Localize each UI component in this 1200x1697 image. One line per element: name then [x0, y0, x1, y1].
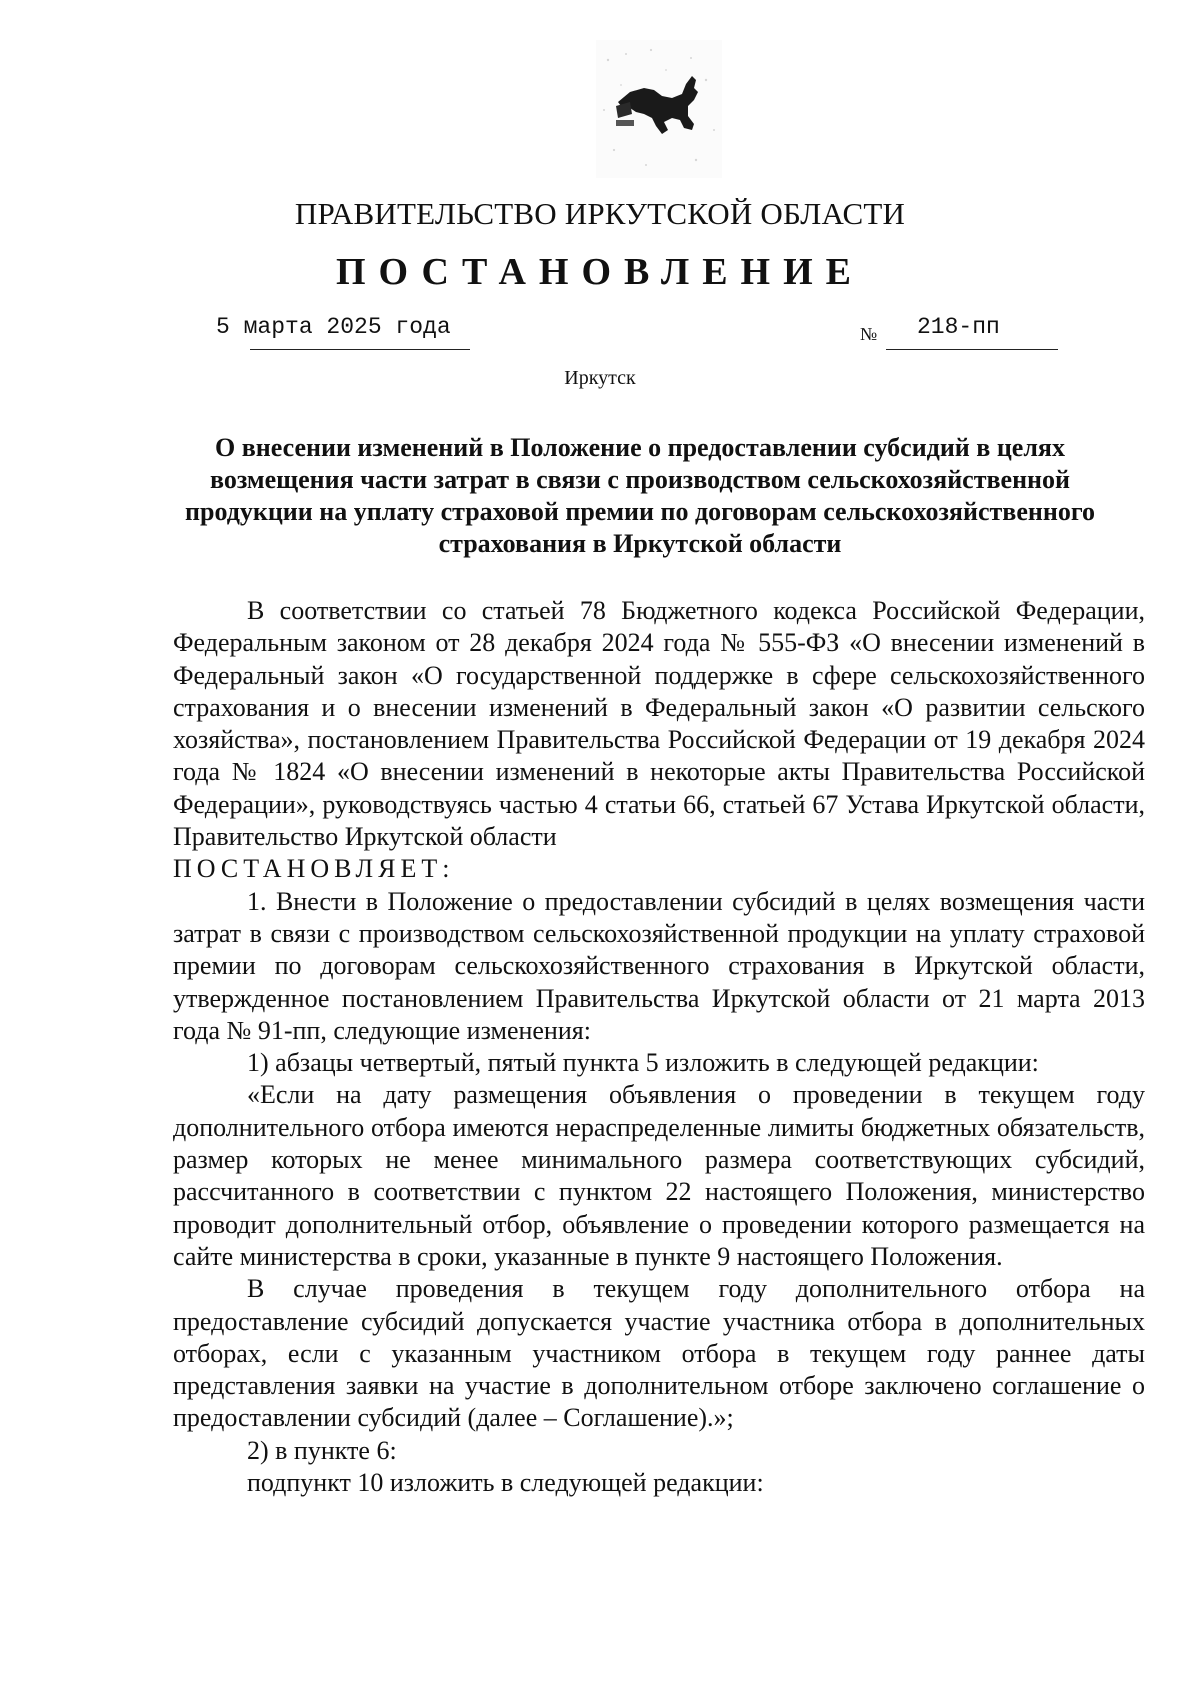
document-type: ПОСТАНОВЛЕНИЕ [335, 251, 865, 293]
quoted-paragraph-1: «Если на дату размещения объявления о проведении в текущем году дополнительного отбора имеются нераспределенные лимиты бюджетных обязательств, размер которых не менее минимального размера соответствующих субсидий, рассчитанного в соответствии с пунктом 22 настоящего Положения, министерство проводит дополнительный отбор, объявление о проведении которого размещается на сайте министерства в сроки, указанные в пункте 9 настоящего Положения. [173, 1080, 1145, 1271]
document-number: 218-пп [917, 314, 1000, 340]
quoted-paragraph-2: В случае проведения в текущем году дополнительного отбора на предоставление субсидий допускается участие участника отбора в дополнительных отборах, если с указанным участником отбора в текущем году раннее даты представления заявки на участие в дополнительном отборе заключено соглашение о предоставлении субсидий (далее – Соглашение).»; [173, 1274, 1145, 1433]
document-title: О внесении изменений в Положение о предоставлении субсидий в целях возмещения части затрат в связи с производством сельскохозяйственной продукции на уплату страховой премии по договорам сельскохозяйственного страхования в Иркутской области [185, 433, 1095, 558]
irkutsk-babr-emblem-icon [596, 40, 722, 178]
number-sign: № [860, 324, 878, 344]
subitem-2-paragraph: 2) в пункте 6: [247, 1435, 397, 1465]
preamble-paragraph: В соответствии со статьей 78 Бюджетного кодекса Российской Федерации, Федеральным законом от 28 декабря 2024 года № 555-ФЗ «О внесении изменений в Федеральный закон «О государственной поддержке в сфере сельскохозяйственного страхования и о внесении изменений в Федеральный закон «О развитии сельского хозяйства», постановлением Правительства Российской Федерации от 19 декабря 2024 года № 1824 «О внесении изменений в некоторые акты Правительства Российской Федерации», руководствуясь частью 4 статьи 66, статьей 67 Устава Иркутской области, Правительство Иркутской области [173, 596, 1145, 852]
date-underline [250, 349, 470, 350]
city: Иркутск [564, 367, 636, 389]
item-1-paragraph: 1. Внести в Положение о предоставлении субсидий в целях возмещения части затрат в связи с производством сельскохозяйственной продукции на уплату страховой премии по договорам сельскохозяйственного страхования в Иркутской области, утвержденное постановлением Правительства Иркутской области от 21 марта 2013 года № 91-пп, следующие изменения: [173, 886, 1145, 1045]
document-date: 5 марта 2025 года [216, 314, 451, 340]
resolves-heading: ПОСТАНОВЛЯЕТ: [173, 854, 455, 884]
government-name: ПРАВИТЕЛЬСТВО ИРКУТСКОЙ ОБЛАСТИ [294, 196, 906, 231]
subitem-10-paragraph: подпункт 10 изложить в следующей редакции: [247, 1468, 764, 1498]
subitem-1-paragraph: 1) абзацы четвертый, пятый пункта 5 изложить в следующей редакции: [247, 1048, 1039, 1078]
number-underline [886, 349, 1058, 350]
document-body [173, 595, 1145, 1499]
